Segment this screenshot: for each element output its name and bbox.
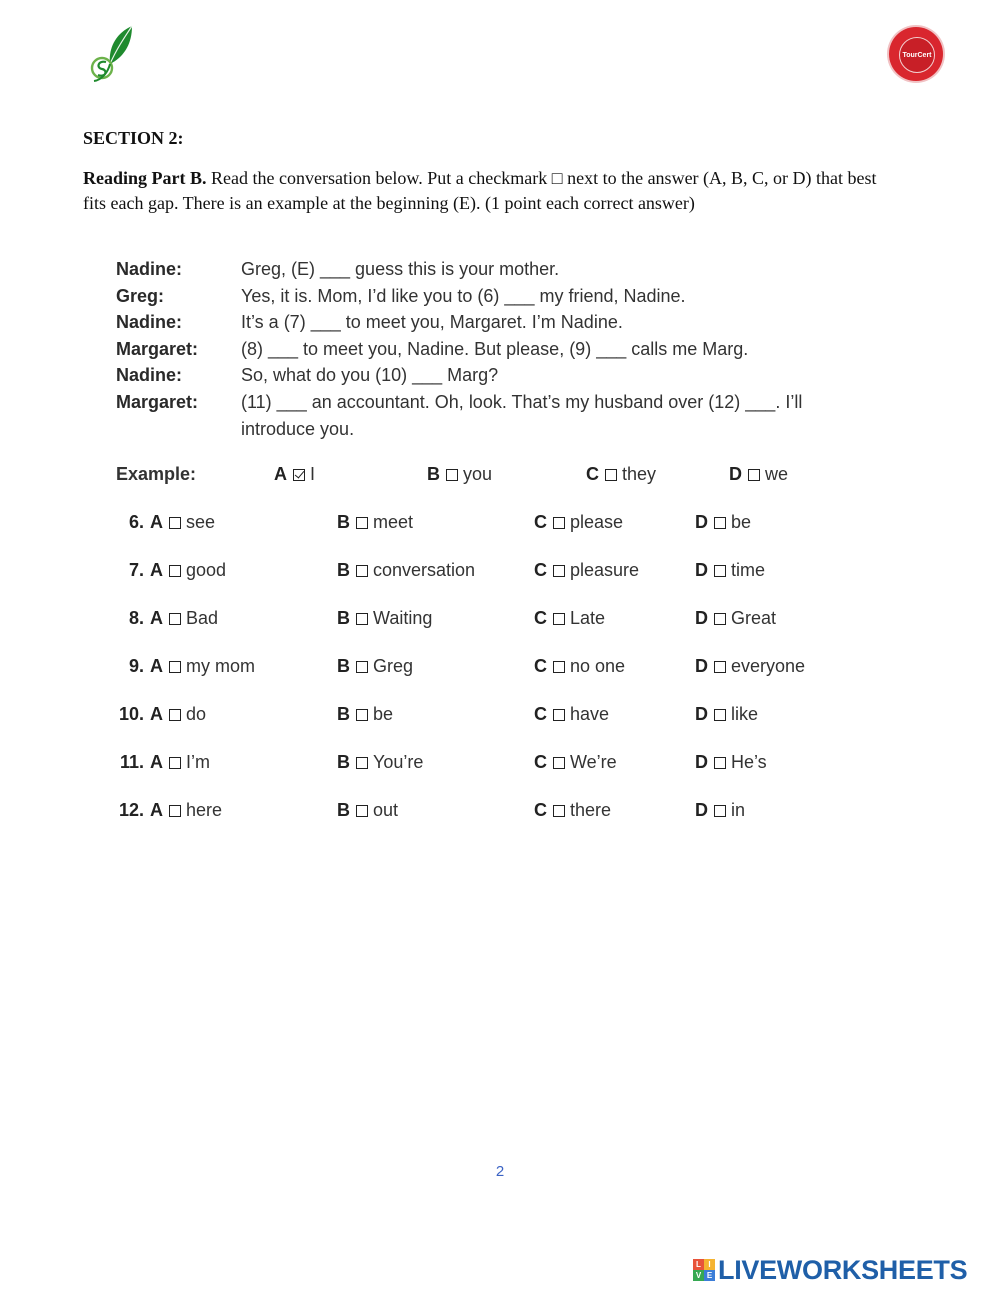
option-d[interactable] [695, 800, 745, 821]
option-letter: D [729, 464, 742, 484]
option-text: Late [570, 608, 606, 628]
option-b[interactable] [337, 512, 413, 533]
speaker-name: Greg: [116, 285, 165, 306]
question-number: 12. [118, 800, 144, 820]
example-row [116, 464, 876, 490]
option-letter: A [274, 464, 287, 484]
option-letter: D [695, 608, 708, 628]
option-text: be [373, 704, 394, 724]
option-letter: B [337, 560, 350, 580]
dialogue-line [116, 336, 876, 363]
option-c[interactable] [534, 608, 605, 629]
option-text: Great [731, 608, 777, 628]
option-letter: C [534, 656, 547, 676]
option-letter: A [150, 752, 163, 772]
option-b[interactable] [337, 800, 398, 821]
option-text: here [186, 800, 223, 820]
option-text: Bad [186, 608, 219, 628]
option-text: like [731, 704, 759, 724]
option-text: I [310, 464, 316, 484]
option-b[interactable] [337, 752, 423, 773]
option-a[interactable] [150, 608, 218, 629]
dialogue-text: Yes, it is. Mom, I’d like you to (6) ___ my friend, Nadine. [241, 285, 686, 306]
checkbox-icon[interactable] [169, 517, 181, 529]
checkbox-icon[interactable] [446, 469, 458, 481]
brand-name: LIVEWORKSHEETS [718, 1254, 968, 1285]
checkbox-icon[interactable] [714, 565, 726, 577]
dialogue-line [116, 309, 876, 336]
dialogue-text: It’s a (7) ___ to meet you, Margaret. I’m Nadine. [241, 312, 623, 333]
question-11 [116, 752, 876, 800]
option-text: no one [570, 656, 626, 676]
option-text: we [765, 464, 789, 484]
checkbox-icon[interactable] [553, 517, 565, 529]
example-option-b[interactable] [427, 464, 492, 485]
option-letter: A [150, 704, 163, 724]
checkbox-icon[interactable] [553, 709, 565, 721]
option-text: pleasure [570, 560, 640, 580]
option-text: in [731, 800, 746, 820]
option-letter: D [695, 800, 708, 820]
question-number: 10. [118, 704, 144, 724]
checkbox-icon[interactable] [356, 805, 368, 817]
section-title: SECTION 2: [83, 128, 184, 148]
option-text: they [622, 464, 657, 484]
speaker-name: Margaret: [116, 391, 199, 412]
page-number: 2 [495, 1163, 505, 1180]
option-text: You’re [373, 752, 424, 772]
option-letter: C [534, 752, 547, 772]
checkbox-icon[interactable] [714, 709, 726, 721]
option-d[interactable] [695, 608, 776, 629]
example-option-a[interactable] [274, 464, 315, 485]
checkbox-icon[interactable] [714, 517, 726, 529]
checkbox-icon[interactable] [356, 757, 368, 769]
tourcert-badge [886, 26, 948, 84]
option-text: time [731, 560, 766, 580]
option-text: good [186, 560, 227, 580]
option-letter: B [337, 656, 350, 676]
option-letter: B [427, 464, 440, 484]
option-c[interactable] [534, 512, 623, 533]
brand-block: V [693, 1270, 704, 1281]
question-number: 6. [128, 512, 144, 532]
checkbox-icon[interactable] [169, 709, 181, 721]
option-d[interactable] [695, 560, 765, 581]
option-a[interactable] [150, 560, 226, 581]
question-9 [116, 656, 876, 704]
example-label: Example: [116, 464, 197, 484]
option-text: be [731, 512, 752, 532]
dialogue-text: Greg, (E) ___ guess this is your mother. [241, 259, 560, 279]
option-letter: C [534, 704, 547, 724]
option-c[interactable] [534, 704, 609, 725]
badge-label: TourCert [899, 37, 935, 73]
dialogue-line [116, 283, 876, 310]
example-option-c[interactable] [586, 464, 656, 485]
option-text: there [570, 800, 612, 820]
checkbox-icon[interactable] [169, 757, 181, 769]
checkbox-icon[interactable] [714, 613, 726, 625]
dialogue-line [116, 389, 876, 442]
checkbox-icon[interactable] [748, 469, 760, 481]
option-c[interactable] [534, 800, 611, 821]
option-d[interactable] [695, 704, 758, 725]
option-letter: B [337, 512, 350, 532]
option-letter: C [534, 512, 547, 532]
checkbox-icon[interactable] [169, 661, 181, 673]
question-number: 11. [119, 752, 144, 772]
brand-block: E [704, 1270, 715, 1281]
liveworksheets-logo[interactable] [693, 1253, 967, 1287]
option-c[interactable] [534, 656, 625, 677]
speaker-name: Nadine: [116, 312, 183, 333]
leaf-logo-icon [88, 24, 140, 84]
checkbox-icon[interactable] [356, 709, 368, 721]
option-letter: D [695, 512, 708, 532]
option-a[interactable] [150, 656, 255, 677]
option-text: I’m [186, 752, 210, 772]
option-letter: C [534, 560, 547, 580]
example-option-d[interactable] [729, 464, 788, 485]
question-number: 8. [128, 608, 144, 628]
option-b[interactable] [337, 704, 393, 725]
option-d[interactable] [695, 512, 751, 533]
option-c[interactable] [534, 560, 639, 581]
option-text: everyone [731, 656, 806, 676]
option-letter: A [150, 560, 163, 580]
question-number: 9. [128, 656, 144, 676]
option-letter: A [150, 656, 163, 676]
option-text: my mom [186, 656, 255, 676]
option-b[interactable] [337, 560, 475, 581]
option-b[interactable] [337, 608, 432, 629]
option-a[interactable] [150, 800, 222, 821]
dialogue [116, 256, 876, 442]
brand-block: I [704, 1259, 715, 1270]
option-letter: C [586, 464, 599, 484]
speaker-name: Margaret: [116, 338, 199, 359]
brand-block: L [693, 1259, 704, 1270]
checkbox-icon[interactable] [553, 757, 565, 769]
option-letter: B [337, 608, 350, 628]
option-text: out [373, 800, 399, 820]
option-a[interactable] [150, 512, 215, 533]
option-letter: C [534, 800, 547, 820]
option-a[interactable] [150, 704, 206, 725]
option-letter: D [695, 752, 708, 772]
option-text: do [186, 704, 207, 724]
option-letter: B [337, 800, 350, 820]
option-letter: C [534, 608, 547, 628]
option-d[interactable] [695, 752, 767, 773]
dialogue-text: (8) ___ to meet you, Nadine. But please, (9) ___ calls me Marg. [241, 338, 749, 359]
option-letter: B [337, 704, 350, 724]
option-text: meet [373, 512, 414, 532]
option-letter: D [695, 656, 708, 676]
option-letter: A [150, 512, 163, 532]
option-d[interactable] [695, 656, 805, 677]
checkbox-icon[interactable] [356, 517, 368, 529]
checkbox-icon[interactable] [169, 565, 181, 577]
option-a[interactable] [150, 752, 210, 773]
checkbox-checked-icon[interactable] [293, 469, 305, 481]
checkbox-icon[interactable] [553, 565, 565, 577]
option-letter: A [150, 800, 163, 820]
option-letter: B [337, 752, 350, 772]
dialogue-line [116, 362, 876, 389]
speaker-name: Nadine: [116, 365, 183, 386]
option-letter: D [695, 560, 708, 580]
option-text: have [570, 704, 610, 724]
question-12 [116, 800, 876, 848]
option-c[interactable] [534, 752, 617, 773]
checkbox-icon[interactable] [356, 613, 368, 625]
checkbox-icon[interactable] [553, 613, 565, 625]
instructions [83, 166, 903, 216]
checkbox-icon[interactable] [553, 805, 565, 817]
option-text: Waiting [373, 608, 433, 628]
dialogue-text: So, what do you (10) ___ Marg? [241, 365, 499, 386]
checkbox-icon[interactable] [169, 613, 181, 625]
checkbox-icon[interactable] [356, 661, 368, 673]
checkbox-icon[interactable] [553, 661, 565, 673]
brand-blocks-icon [693, 1259, 715, 1281]
checkbox-icon[interactable] [356, 565, 368, 577]
dialogue-text: (11) ___ an accountant. Oh, look. That’s my husband over (12) ___. I’ll introduce you. [241, 391, 803, 439]
question-10 [116, 704, 876, 752]
question-list [116, 512, 876, 848]
option-b[interactable] [337, 656, 413, 677]
instructions-lead: Reading Part B. [83, 168, 207, 188]
checkbox-icon[interactable] [169, 805, 181, 817]
checkbox-icon[interactable] [605, 469, 617, 481]
question-8 [116, 608, 876, 656]
checkbox-icon[interactable] [714, 661, 726, 673]
option-text: We’re [570, 752, 617, 772]
option-text: Greg [373, 656, 414, 676]
question-7 [116, 560, 876, 608]
checkbox-icon[interactable] [714, 757, 726, 769]
question-number: 7. [128, 560, 144, 580]
option-text: conversation [373, 560, 476, 580]
option-text: He’s [731, 752, 767, 772]
option-letter: D [695, 704, 708, 724]
dialogue-line [116, 256, 876, 283]
option-text: you [463, 464, 493, 484]
option-text: please [570, 512, 624, 532]
speaker-name: Nadine: [116, 259, 183, 279]
option-text: see [186, 512, 216, 532]
checkbox-icon[interactable] [714, 805, 726, 817]
question-6 [116, 512, 876, 560]
instructions-text: Read the conversation below. Put a checkmark □ next to the answer (A, B, C, or D) that best fits each gap. There is an example at the beginning (E). (1 point each correct answer) [83, 168, 877, 213]
option-letter: A [150, 608, 163, 628]
